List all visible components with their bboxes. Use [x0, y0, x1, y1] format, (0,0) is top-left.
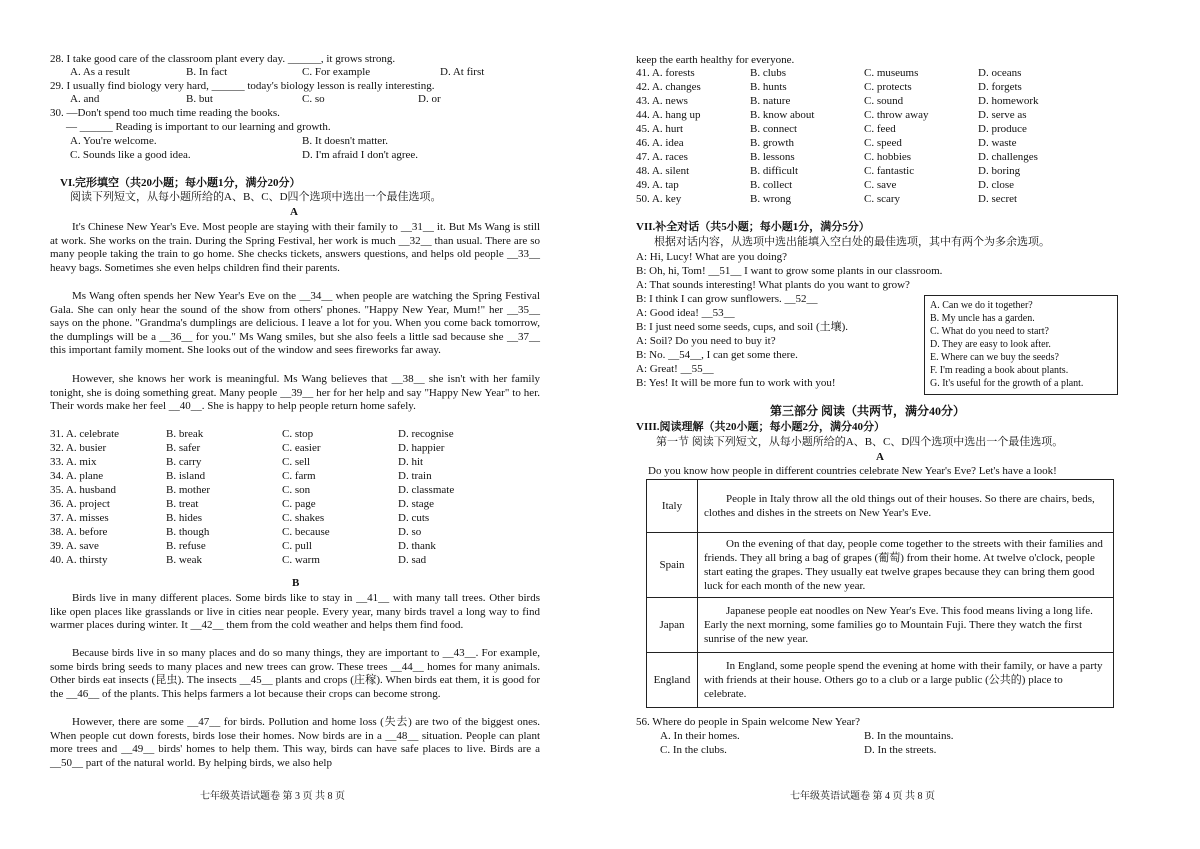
dialog-option: D. They are easy to look after. [930, 339, 1051, 350]
option: 48. A. silent [636, 165, 690, 177]
passage-b-label: B [292, 577, 300, 589]
option: 45. A. hurt [636, 123, 684, 135]
option: D. produce [978, 123, 1027, 135]
dialog-line: B: Yes! It will be more fun to work with you! [636, 377, 836, 389]
section-8-title: VIII.阅读理解（共20小题；每小题2分，满分40分） [636, 421, 886, 433]
option: B. treat [166, 498, 199, 510]
option: 49. A. tap [636, 179, 679, 191]
option: C. feed [864, 123, 896, 135]
page-footer: 七年级英语试题卷 第 3 页 共 8 页 [200, 791, 345, 802]
passage-label: A [876, 451, 884, 463]
option: D. hit [398, 456, 424, 468]
option: C. sell [282, 456, 311, 468]
question-30: 30. —Don't spend too much time reading the books. [50, 107, 280, 119]
option: C. For example [302, 66, 371, 78]
option: C. stop [282, 428, 314, 440]
passage-a-paragraph: It's Chinese New Year's Eve. Most people are staying with their family to __31__ it. But Ms Wang is still at work. She works on the train. During the Spring Festival, her work is much __32__ than usual. There are so many people taking the train to go home. She checks tickets, answers questions, and helps old people __33__ heavy bags. Sometimes she even helps children find their parents. [50, 221, 540, 274]
description-cell: Japanese people eat noodles on New Year's Eve. This food means living a long life. Early the next morning, some families go to Mountain Fuji. There they watch the first sunrise of the new year. [698, 598, 1114, 653]
section-6-instructions: 阅读下列短文，从每小题所给的A、B、C、D四个选项中选出一个最佳选项。 [70, 191, 442, 203]
passage-intro: Do you know how people in different countries celebrate New Year's Eve? Let's have a look! [648, 465, 1057, 477]
passage-b-paragraph: Because birds live in so many places and do so many things, they are important to __43__. For example, some birds bring seeds to many places and new trees can grow. These trees __44__ homes for many animals. Other birds eat insects (昆虫). The insects __45__ plants and crops (庄稼). When birds eat them, it is good for the __46__ of the plants. This helps farmers a lot because their crops can become strong. [50, 647, 540, 700]
option: 41. A. forests [636, 67, 695, 79]
option: A. In their homes. [660, 730, 740, 742]
question-30-reply: — ______ Reading is important to our learning and growth. [66, 121, 331, 133]
option: C. hobbies [864, 151, 912, 163]
option: C. farm [282, 470, 316, 482]
dialog-line: B: I just need some seeds, cups, and soil (土壤). [636, 321, 849, 333]
country-cell: Japan [647, 598, 698, 653]
option: 46. A. idea [636, 137, 684, 149]
option: A. You're welcome. [70, 135, 157, 147]
option: 34. A. plane [50, 470, 104, 482]
option: 32. A. busier [50, 442, 107, 454]
option: 47. A. races [636, 151, 688, 163]
option: 37. A. misses [50, 512, 109, 524]
option: C. easier [282, 442, 321, 454]
option: C. scary [864, 193, 901, 205]
option: D. I'm afraid I don't agree. [302, 149, 419, 161]
passage-b-paragraph: However, there are some __47__ for birds. Pollution and home loss (失去) are two of the biggest ones. When people cut down forests, birds lose their homes. Now birds are in a __48__ situation. People can plant more trees and __49__ birds' homes to help them. This way, birds can have safe places to live. Birds are a __50__ part of the natural world. By helping birds, we also help [50, 716, 540, 769]
option: D. classmate [398, 484, 455, 496]
option: C. warm [282, 554, 320, 566]
option: D. secret [978, 193, 1018, 205]
option: B. It doesn't matter. [302, 135, 388, 147]
page-footer: 七年级英语试题卷 第 4 页 共 8 页 [790, 791, 935, 802]
option: D. homework [978, 95, 1039, 107]
question-28: 28. I take good care of the classroom plant every day. ______, it grows strong. [50, 53, 396, 65]
option: 35. A. husband [50, 484, 116, 496]
option: B. collect [750, 179, 793, 191]
option: A. and [70, 93, 100, 105]
option: D. so [398, 526, 422, 538]
countries-table [646, 479, 1114, 708]
option: 42. A. changes [636, 81, 701, 93]
option: B. nature [750, 95, 791, 107]
option: D. close [978, 179, 1015, 191]
table-row [647, 653, 1114, 708]
passage-b-end: keep the earth healthy for everyone. [636, 54, 795, 66]
option: B. island [166, 470, 206, 482]
option: D. happier [398, 442, 445, 454]
table-row [647, 533, 1114, 598]
option: B. break [166, 428, 204, 440]
passage-a-label: A [290, 206, 298, 218]
question-29: 29. I usually find biology very hard, ______ today's biology lesson is really interesting. [50, 80, 435, 92]
option: B. weak [166, 554, 203, 566]
option: B. but [186, 93, 213, 105]
section-7-title: VII.补全对话（共5小题；每小题1分，满分5分） [636, 221, 870, 233]
option: B. hides [166, 512, 203, 524]
dialog-line: A: That sounds interesting! What plants do you want to grow? [636, 279, 910, 291]
option: 50. A. key [636, 193, 682, 205]
option: 40. A. thirsty [50, 554, 108, 566]
dialog-line: A: Soil? Do you need to buy it? [636, 335, 776, 347]
option: C. sound [864, 95, 904, 107]
option: C. son [282, 484, 311, 496]
dialog-option: A. Can we do it together? [930, 300, 1033, 311]
option: 36. A. project [50, 498, 110, 510]
option: C. page [282, 498, 316, 510]
option: B. connect [750, 123, 798, 135]
dialog-option: F. I'm reading a book about plants. [930, 365, 1069, 376]
country-cell: England [647, 653, 698, 708]
option: B. difficult [750, 165, 799, 177]
country-cell: Italy [647, 480, 698, 533]
passage-a-paragraph: However, she knows her work is meaningful. Ms Wang believes that __38__ she isn't with her family tonight, she is doing something great. Many people __39__ her for her help and say "Happy New Year" to her. Their words make her feel __40__. She is happy to help people return home safely. [50, 373, 540, 413]
option: B. hunts [750, 81, 787, 93]
option: D. cuts [398, 512, 430, 524]
option: C. shakes [282, 512, 325, 524]
option: C. Sounds like a good idea. [70, 149, 191, 161]
section-8-instructions: 第一节 阅读下列短文，从每小题所给的A、B、C、D四个选项中选出一个最佳选项。 [656, 436, 1064, 448]
description-cell: People in Italy throw all the old things out of their houses. So there are chairs, beds, clothes and dishes in the streets on New Year's Eve. [698, 480, 1114, 533]
option: D. recognise [398, 428, 454, 440]
option: D. waste [978, 137, 1017, 149]
dialog-option: C. What do you need to start? [930, 326, 1049, 337]
part-3-title: 第三部分 阅读（共两节，满分40分） [770, 404, 966, 418]
dialog-option: B. My uncle has a garden. [930, 313, 1035, 324]
option: C. so [302, 93, 325, 105]
table-row [647, 598, 1114, 653]
option: D. In the streets. [864, 744, 937, 756]
option: B. know about [750, 109, 815, 121]
option: B. lessons [750, 151, 795, 163]
option: D. At first [440, 66, 485, 78]
option: B. carry [166, 456, 202, 468]
option: B. In fact [186, 66, 228, 78]
option: C. protects [864, 81, 912, 93]
option: 39. A. save [50, 540, 99, 552]
question-56: 56. Where do people in Spain welcome New Year? [636, 716, 861, 728]
description-cell: In England, some people spend the evening at home with their family, or have a party with friends at their house. Others go to a club or a large public (公共的) place to celebrate. [698, 653, 1114, 708]
option: 33. A. mix [50, 456, 97, 468]
description-cell: On the evening of that day, people come together to the streets with their families and friends. They all bring a bag of grapes (葡萄) from their home. At twelve o'clock, people start eating the grapes. They usually eat twelve grapes because they can bring them good luck for each month of the new year. [698, 533, 1114, 598]
dialog-line: B: Oh, hi, Tom! __51__ I want to grow some plants in our classroom. [636, 265, 943, 277]
option: B. mother [166, 484, 210, 496]
option: C. pull [282, 540, 312, 552]
option: B. clubs [750, 67, 787, 79]
option: B. though [166, 526, 210, 538]
option: 31. A. celebrate [50, 428, 120, 440]
option: D. boring [978, 165, 1021, 177]
dialog-line: A: Great! __55__ [636, 363, 714, 375]
option: B. refuse [166, 540, 206, 552]
option: D. sad [398, 554, 427, 566]
option: D. or [418, 93, 441, 105]
option: D. thank [398, 540, 436, 552]
option: B. safer [166, 442, 201, 454]
option: 44. A. hang up [636, 109, 701, 121]
dialog-option: G. It's useful for the growth of a plant. [930, 378, 1084, 389]
dialog-option: E. Where can we buy the seeds? [930, 352, 1059, 363]
section-7-instructions: 根据对话内容，从选项中选出能填入空白处的最佳选项，其中有两个为多余选项。 [654, 236, 1050, 248]
option: C. fantastic [864, 165, 915, 177]
dialog-line: A: Good idea! __53__ [636, 307, 735, 319]
option: D. serve as [978, 109, 1027, 121]
option: D. oceans [978, 67, 1022, 79]
dialog-line: B: No. __54__, I can get some there. [636, 349, 798, 361]
dialog-line: B: I think I can grow sunflowers. __52__ [636, 293, 818, 305]
option: C. because [282, 526, 330, 538]
option: 38. A. before [50, 526, 108, 538]
passage-b-paragraph: Birds live in many different places. Some birds like to stay in __41__ with many tall trees. Other birds like open places like grasslands or live in cities near people. Every year, many birds travel a long way to find warmer places during winter. It __42__ them from the cold weather and helps them find food. [50, 592, 540, 632]
option: 43. A. news [636, 95, 688, 107]
option: D. stage [398, 498, 435, 510]
passage-a-paragraph: Ms Wang often spends her New Year's Eve on the __34__ when people are watching the Spring Festival Gala. She can only hear the sound of the show from others' phones. "Happy New Year, Mum!" her __35__ says on the phone. "Grandma's dumplings are delicious. I leave a lot for you. When you come back tomorrow, the dumplings will be a __36__ for you." Ms Wang smiles, but she also feels a little sad because she __37__ this important family moment. She looks out of the window and sees fireworks far away. [50, 290, 540, 357]
option: B. In the mountains. [864, 730, 954, 742]
option: B. growth [750, 137, 794, 149]
option: B. wrong [750, 193, 791, 205]
section-6-title: VI.完形填空（共20小题；每小题1分，满分20分） [60, 177, 301, 189]
option: C. museums [864, 67, 919, 79]
table-row [647, 480, 1114, 533]
option: C. speed [864, 137, 902, 149]
option: C. In the clubs. [660, 744, 727, 756]
dialog-line: A: Hi, Lucy! What are you doing? [636, 251, 788, 263]
option: D. train [398, 470, 432, 482]
option: C. save [864, 179, 897, 191]
option: D. forgets [978, 81, 1022, 93]
option: D. challenges [978, 151, 1038, 163]
option: A. As a result [70, 66, 130, 78]
option: C. throw away [864, 109, 929, 121]
country-cell: Spain [647, 533, 698, 598]
